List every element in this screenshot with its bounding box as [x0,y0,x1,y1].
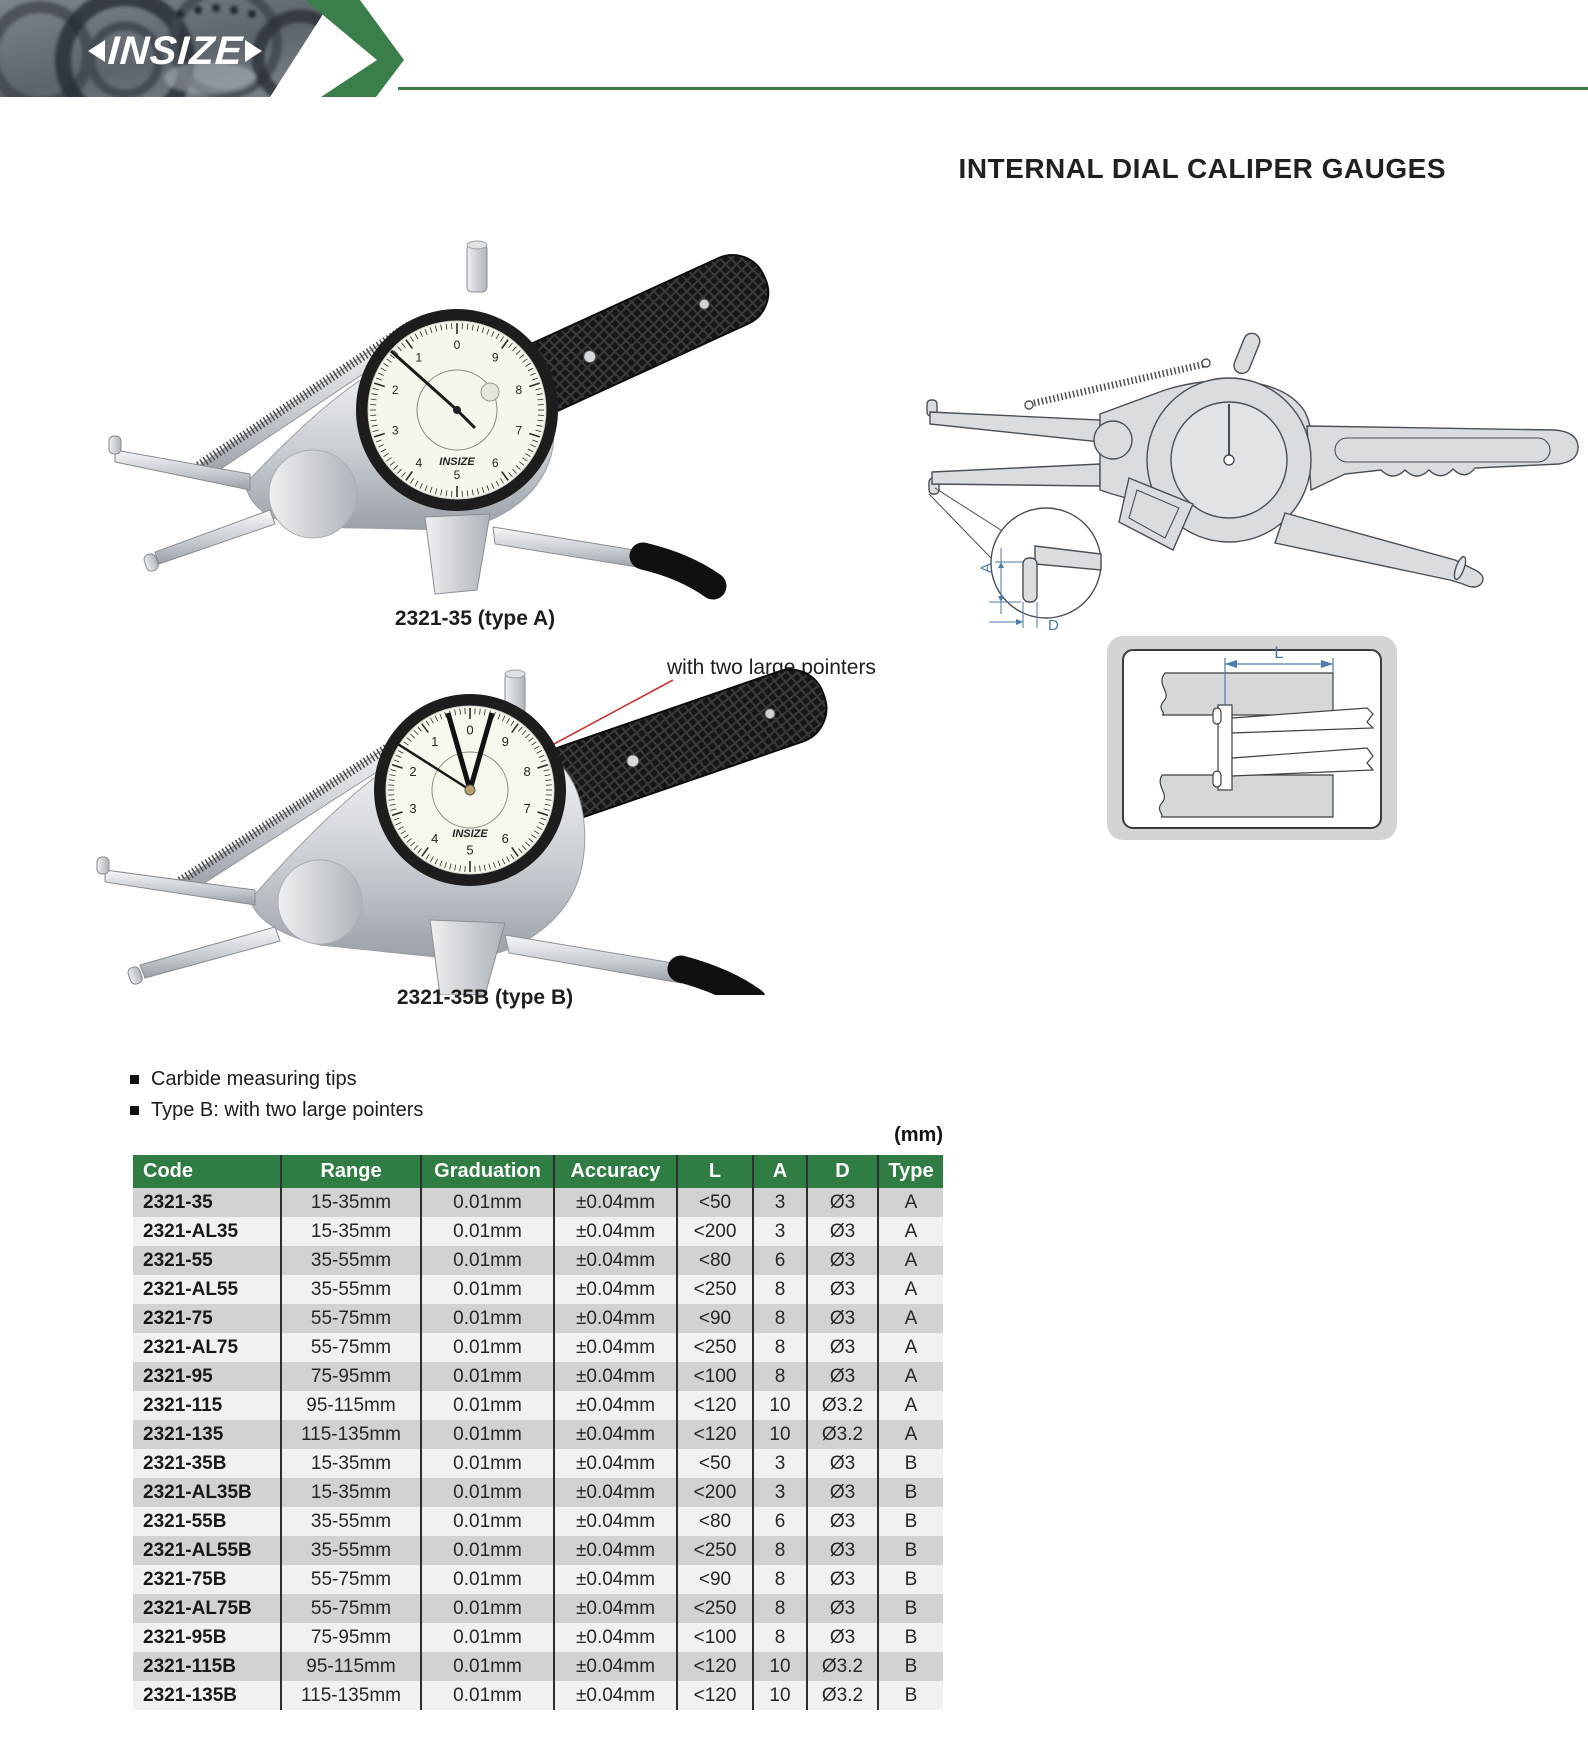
cell-code: 2321-95B [143,1626,227,1648]
cell-code: 2321-115B [143,1655,236,1677]
cell: <80 [677,1507,753,1536]
cell: 0.01mm [421,1362,554,1391]
dial-digit: 9 [501,734,509,750]
dial-digit: 2 [391,383,399,398]
cell: <200 [677,1217,753,1246]
cell: B [878,1565,943,1594]
dial-digit: 1 [415,350,423,365]
cell-code: 2321-AL75B [143,1597,252,1619]
cell: 15-35mm [281,1217,421,1246]
upper-jaw-tip [109,436,121,454]
cell: B [878,1594,943,1623]
cell: B [878,1478,943,1507]
dial-digit: 3 [391,423,399,438]
spec-table-body [133,1188,943,1710]
cell: 3 [753,1188,807,1217]
logo-left-arrow-icon [88,40,105,62]
cell: 0.01mm [421,1565,554,1594]
cell: 10 [753,1681,807,1710]
release-lever [505,935,685,983]
cell: 0.01mm [421,1449,554,1478]
cell: 0.01mm [421,1420,554,1449]
cell: <90 [677,1565,753,1594]
drawn-handle [1307,426,1578,490]
table-row [133,1652,943,1681]
cell-code: 2321-AL75 [143,1336,239,1358]
cell: Ø3 [807,1333,878,1362]
column-header-type: Type [878,1155,943,1188]
cell: ±0.04mm [554,1594,677,1623]
cell-code: 2321-35 [143,1191,213,1213]
cell: 3 [753,1217,807,1246]
feature-item [130,1068,423,1091]
cell: 55-75mm [281,1304,421,1333]
cell: <100 [677,1623,753,1652]
clamp-bracket [425,514,490,594]
cell: 8 [753,1333,807,1362]
dimension-label-a: A [978,562,995,574]
cell: ±0.04mm [554,1246,677,1275]
caption-type-b: 2321-35B (type B) [396,986,574,1009]
cell: B [878,1449,943,1478]
cell: 35-55mm [281,1507,421,1536]
spec-table-header-row [133,1155,943,1188]
dial-brand: INSIZE [439,456,475,468]
dial-digit: 3 [409,801,417,817]
cell: ±0.04mm [554,1420,677,1449]
cell: B [878,1652,943,1681]
cell-code: 2321-AL55 [143,1278,239,1300]
feature-text: Type B: with two large pointers [151,1099,424,1121]
cell: <100 [677,1362,753,1391]
table-row [133,1217,943,1246]
lower-jaw [140,927,280,978]
cell: A [878,1362,943,1391]
gauge-tip-top [1213,708,1221,724]
table-row [133,1507,943,1536]
cell: ±0.04mm [554,1333,677,1362]
cell: B [878,1623,943,1652]
upper-jaw-tip [97,857,109,874]
table-row [133,1304,943,1333]
column-header-d: D [807,1155,878,1188]
feature-item [130,1099,423,1122]
cell: 3 [753,1478,807,1507]
cell: 15-35mm [281,1478,421,1507]
cell: Ø3 [807,1304,878,1333]
cell-code: 2321-AL35 [143,1220,239,1242]
bore-wall-bottom [1159,775,1333,817]
cell: ±0.04mm [554,1275,677,1304]
drawn-upper-jaw [930,412,1100,442]
cell: <250 [677,1275,753,1304]
cell: Ø3.2 [807,1652,878,1681]
cell-code: 2321-55 [143,1249,213,1271]
dial-digit: 5 [466,842,474,858]
cell: <200 [677,1478,753,1507]
cell: 8 [753,1623,807,1652]
cell: 55-75mm [281,1333,421,1362]
cell: 115-135mm [281,1681,421,1710]
cell: B [878,1681,943,1710]
table-row [133,1594,943,1623]
cell: ±0.04mm [554,1507,677,1536]
cell-code: 2321-55B [143,1510,227,1532]
upper-jaw [105,870,255,905]
dial-digit: 1 [431,734,439,750]
cell: A [878,1333,943,1362]
cell: Ø3.2 [807,1420,878,1449]
cell: Ø3 [807,1565,878,1594]
cell: 15-35mm [281,1449,421,1478]
table-row [133,1623,943,1652]
dial-brand: INSIZE [452,828,488,840]
column-header-accuracy: Accuracy [554,1155,677,1188]
cell: 0.01mm [421,1275,554,1304]
cell: A [878,1420,943,1449]
cell: 8 [753,1536,807,1565]
table-row [133,1681,943,1710]
cell: 6 [753,1246,807,1275]
cell: ±0.04mm [554,1536,677,1565]
column-header-graduation: Graduation [421,1155,554,1188]
cell: Ø3 [807,1623,878,1652]
dimension-label-d: D [1048,617,1059,634]
cell: 8 [753,1362,807,1391]
cell: <80 [677,1246,753,1275]
cell: <120 [677,1681,753,1710]
cell: ±0.04mm [554,1565,677,1594]
cell: A [878,1304,943,1333]
cell: 115-135mm [281,1420,421,1449]
cell: A [878,1391,943,1420]
feature-text: Carbide measuring tips [151,1068,357,1090]
dial-digit: 7 [523,801,531,817]
cell: 0.01mm [421,1333,554,1362]
cell: Ø3 [807,1246,878,1275]
dial-digit: 7 [515,423,523,438]
dial-digit: 6 [491,455,499,470]
cell: A [878,1275,943,1304]
cell: 8 [753,1304,807,1333]
cell: Ø3 [807,1478,878,1507]
column-header-l: L [677,1155,753,1188]
cell: ±0.04mm [554,1217,677,1246]
pivot-boss [278,860,362,944]
cell: 0.01mm [421,1217,554,1246]
dial-digit: 4 [431,831,439,847]
cell: Ø3.2 [807,1391,878,1420]
dial-digit: 6 [501,831,509,847]
cell: ±0.04mm [554,1304,677,1333]
cell: A [878,1246,943,1275]
cell: B [878,1536,943,1565]
table-row [133,1449,943,1478]
cell: <120 [677,1652,753,1681]
cell-code: 2321-35B [143,1452,227,1474]
l-diagram [1105,630,1403,845]
cell: 8 [753,1594,807,1623]
spec-table [133,1155,943,1710]
cell: B [878,1507,943,1536]
cell: 8 [753,1565,807,1594]
cell: <250 [677,1536,753,1565]
cell: Ø3.2 [807,1681,878,1710]
cell: 0.01mm [421,1681,554,1710]
dial-digit: 2 [409,764,417,780]
brand-name: INSIZE [106,28,245,73]
cell-code: 2321-AL55B [143,1539,252,1561]
cell: 0.01mm [421,1536,554,1565]
dial-digit: 9 [491,350,499,365]
cell: ±0.04mm [554,1391,677,1420]
brand-logo [70,26,280,76]
cell-code: 2321-75 [143,1307,213,1329]
cell: 75-95mm [281,1623,421,1652]
drawn-plunger [1232,331,1263,376]
release-lever [493,527,647,568]
cell: Ø3 [807,1507,878,1536]
cell: 0.01mm [421,1188,554,1217]
column-header-range: Range [281,1155,421,1188]
cell-code: 2321-95 [143,1365,213,1387]
cell: 3 [753,1449,807,1478]
cell: 0.01mm [421,1478,554,1507]
cell: <120 [677,1420,753,1449]
table-row [133,1478,943,1507]
cell: 35-55mm [281,1246,421,1275]
drawn-lower-jaw [932,464,1100,486]
cell: ±0.04mm [554,1652,677,1681]
column-header-a: A [753,1155,807,1188]
clamp-bracket [430,920,505,995]
cell: 0.01mm [421,1391,554,1420]
cell: 35-55mm [281,1275,421,1304]
cell: 0.01mm [421,1304,554,1333]
cell: 10 [753,1420,807,1449]
table-row [133,1565,943,1594]
cell: 95-115mm [281,1652,421,1681]
unit-note: (mm) [894,1124,943,1146]
cell: Ø3 [807,1449,878,1478]
caption-type-a: 2321-35 (type A) [394,607,556,630]
cell: 15-35mm [281,1188,421,1217]
cell: 0.01mm [421,1623,554,1652]
feature-list [130,1068,423,1130]
cell: <50 [677,1188,753,1217]
cell: Ø3 [807,1362,878,1391]
cell: 6 [753,1507,807,1536]
table-row [133,1188,943,1217]
cell: 10 [753,1652,807,1681]
bore-wall-top [1161,673,1333,715]
drawn-boss [1094,421,1132,459]
cell: 0.01mm [421,1507,554,1536]
cell: <50 [677,1449,753,1478]
dial-digit: 4 [415,455,423,470]
cell: 8 [753,1275,807,1304]
cell: 0.01mm [421,1594,554,1623]
dimension-label-l: L [1274,643,1284,662]
cell-code: 2321-115 [143,1394,223,1416]
cell: <250 [677,1333,753,1362]
detail-tip [1023,558,1037,602]
cell: 55-75mm [281,1565,421,1594]
lower-jaw [155,510,275,564]
table-row [133,1362,943,1391]
cell: 95-115mm [281,1391,421,1420]
dial-digit: 0 [453,338,461,353]
dial-digit: 0 [466,722,474,738]
drawn-lever [1275,513,1483,587]
cell: ±0.04mm [554,1362,677,1391]
dial-digit: 5 [453,468,461,483]
cell: ±0.04mm [554,1623,677,1652]
cell: ±0.04mm [554,1681,677,1710]
cell: <120 [677,1391,753,1420]
cell: Ø3 [807,1275,878,1304]
cell-code: 2321-135 [143,1423,224,1445]
table-row [133,1536,943,1565]
gauge-tip-bottom [1213,771,1221,787]
cell-code: 2321-135B [143,1684,238,1706]
logo-right-arrow-icon [245,40,262,62]
cell-code: 2321-AL35B [143,1481,252,1503]
page-title: INTERNAL DIAL CALIPER GAUGES [958,153,1446,184]
dial-digit: 8 [523,764,531,780]
plunger [467,244,487,292]
cell: <250 [677,1594,753,1623]
lever-grip [643,556,713,586]
cell: 0.01mm [421,1246,554,1275]
bullet-square-icon [130,1075,139,1084]
dial-digit: 8 [515,383,523,398]
cell: 75-95mm [281,1362,421,1391]
table-row [133,1391,943,1420]
table-row [133,1246,943,1275]
cell: Ø3 [807,1188,878,1217]
column-header-code: Code [133,1155,281,1188]
product-photo-type-a [95,222,795,604]
cell: 10 [753,1391,807,1420]
header-rule [398,87,1588,90]
pivot-boss [269,450,357,538]
cell: <90 [677,1304,753,1333]
table-row [133,1333,943,1362]
product-photo-type-b [85,665,885,995]
cell: 55-75mm [281,1594,421,1623]
cell: 0.01mm [421,1652,554,1681]
cell: Ø3 [807,1536,878,1565]
annotation-text: with two large pointers [667,656,876,679]
cell: ±0.04mm [554,1478,677,1507]
table-row [133,1420,943,1449]
cell: ±0.04mm [554,1188,677,1217]
cell: A [878,1217,943,1246]
cell: 35-55mm [281,1536,421,1565]
cell: Ø3 [807,1217,878,1246]
cell: ±0.04mm [554,1449,677,1478]
cell: A [878,1188,943,1217]
table-row [133,1275,943,1304]
cell-code: 2321-75B [143,1568,227,1590]
bullet-square-icon [130,1106,139,1115]
cell: Ø3 [807,1594,878,1623]
